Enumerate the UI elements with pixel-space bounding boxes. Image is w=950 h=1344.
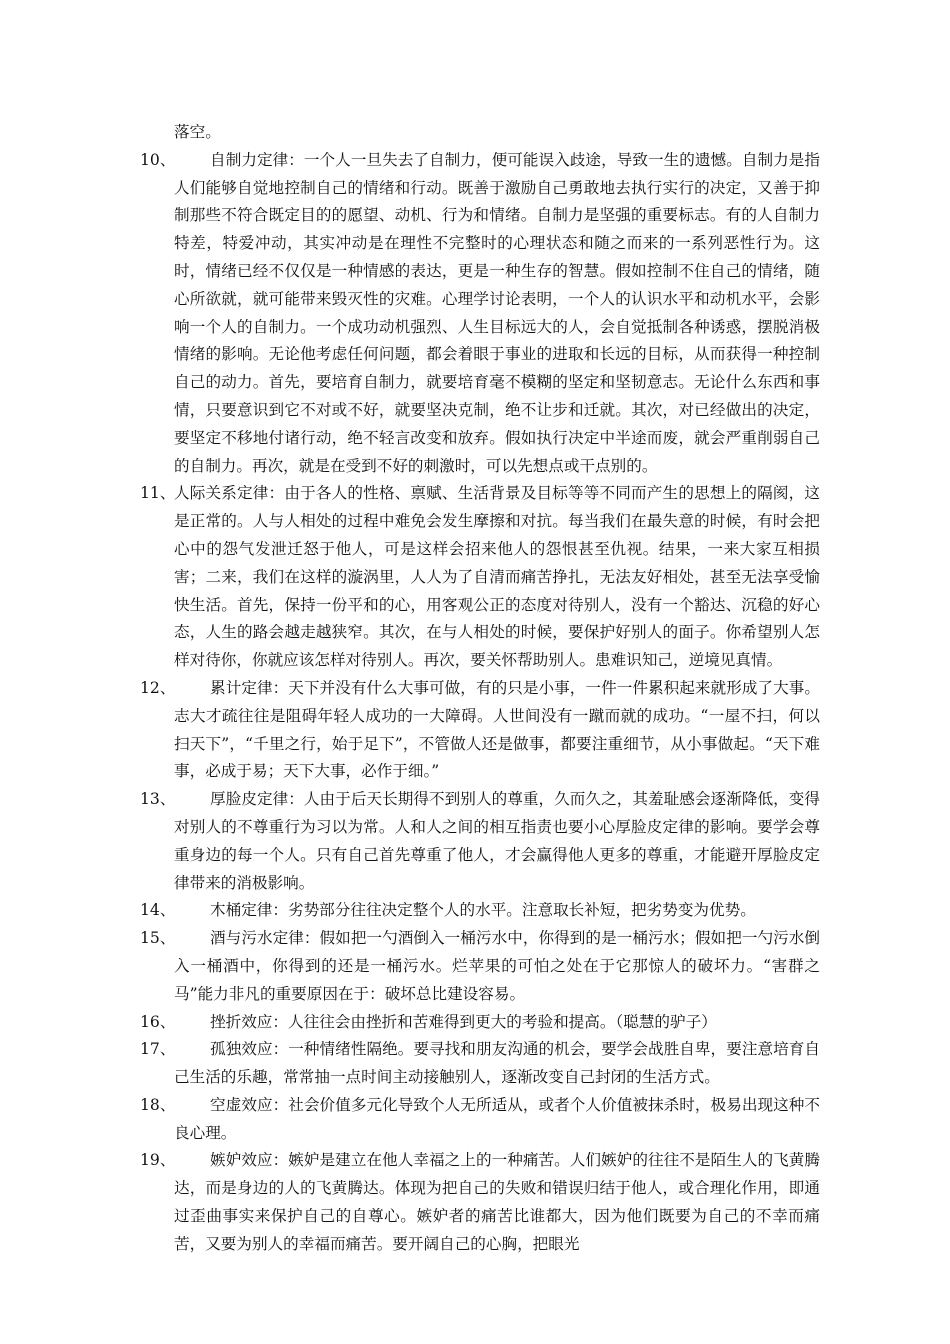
item-text: 空虚效应：社会价值多元化导致个人无所适从，或者个人价值被抹杀时，极易出现这种不良心理。 [174, 1095, 820, 1142]
list-item [140, 1147, 820, 1258]
item-text: 酒与污水定律：假如把一勺酒倒入一桶污水中，你得到的是一桶污水；假如把一勺污水倒入一桶酒中，你得到的还是一桶污水。烂苹果的可怕之处在于它那惊人的破坏力。“害群之马”能力非凡的重要原因在于：破坏总比建设容易。 [174, 929, 820, 1003]
item-text: 累计定律：天下并没有什么大事可做，有的只是小事，一件一件累积起来就形成了大事。志大才疏往往是阻碍年轻人成功的一大障碍。人世间没有一蹴而就的成功。“一屋不扫，何以扫天下”，“千里之行，始于足下”，不管做人还是做事，都要注重细节，从小事做起。“天下难事，必成于易；天下大事，必作于细。” [174, 678, 820, 781]
list-item [140, 480, 820, 675]
list-item [140, 675, 820, 786]
list-item [140, 1036, 820, 1092]
item-text: 挫折效应：人往往会由挫折和苦难得到更大的考验和提高。（聪慧的驴子） [210, 1012, 717, 1031]
list-item [140, 897, 820, 925]
item-number: 10、 [140, 150, 176, 169]
continuation-text: 落空。 [174, 123, 221, 141]
item-number: 17、 [140, 1040, 176, 1059]
item-text: 木桶定律：劣势部分往往决定整个人的水平。注意取长补短，把劣势变为优势。 [210, 901, 756, 920]
item-number: 15、 [140, 929, 176, 948]
item-number: 16、 [140, 1012, 176, 1031]
item-text: 孤独效应：一种情绪性隔绝。要寻找和朋友沟通的机会，要学会战胜自卑，要注意培育自己生活的乐趣，常常抽一点时间主动接触别人，逐渐改变自己封闭的生活方式。 [174, 1040, 820, 1087]
item-text: 嫉妒效应：嫉妒是建立在他人幸福之上的一种痛苦。人们嫉妒的往往不是陌生人的飞黄腾达，而是身边的人的飞黄腾达。体现为把自己的失败和错误归结于他人，或合理化作用，即通过歪曲事实来保护自己的自尊心。嫉妒者的痛苦比谁都大，因为他们既要为自己的不幸而痛苦，又要为别人的幸福而痛苦。要开阔自己的心胸，把眼光 [174, 1151, 820, 1253]
item-text: 厚脸皮定律：人由于后天长期得不到别人的尊重，久而久之，其羞耻感会逐渐降低，变得对别人的不尊重行为习以为常。人和人之间的相互指责也要小心厚脸皮定律的影响。要学会尊重身边的每一个人。只有自己首先尊重了他人，才会赢得他人更多的尊重，才能避开厚脸皮定律带来的消极影响。 [174, 790, 820, 892]
item-number: 13、 [140, 790, 176, 809]
item-number: 14、 [140, 901, 176, 920]
list-item [140, 1009, 820, 1037]
list-item [140, 925, 820, 1008]
item-number: 18、 [140, 1095, 176, 1114]
item-number: 12、 [140, 678, 176, 697]
list-item [140, 786, 820, 897]
numbered-list [140, 147, 820, 1259]
list-item [140, 1092, 820, 1148]
item-number: 11、 [140, 484, 176, 503]
document-body [140, 119, 820, 1259]
item-text: 自制力定律：一个人一旦失去了自制力，便可能误入歧途，导致一生的遗憾。自制力是指人们能够自觉地控制自己的情绪和行动。既善于激励自己勇敢地去执行实行的决定，又善于抑制那些不符合既定目的的愿望、动机、行为和情绪。自制力是坚强的重要标志。有的人自制力特差，特爱冲动，其实冲动是在理性不完整时的心理状态和随之而来的一系列恶性行为。这时，情绪已经不仅仅是一种情感的表达，更是一种生存的智慧。假如控制不住自己的情绪，随心所欲就，就可能带来毁灭性的灾难。心理学讨论表明，一个人的认识水平和动机水平，会影响一个人的自制力。一个成功动机强烈、人生目标远大的人，会自觉抵制各种诱惑，摆脱消极情绪的影响。无论他考虑任何问题，都会着眼于事业的进取和长远的目标，从而获得一种控制自己的动力。首先，要培育自制力，就要培育毫不模糊的坚定和坚韧意志。无论什么东西和事情，只要意识到它不对或不好，就要坚决克制，绝不让步和迁就。其次，对已经做出的决定，要坚定不移地付诸行动，绝不轻言改变和放弃。假如执行决定中半途而废，就会严重削弱自己的自制力。再次，就是在受到不好的刺激时，可以先想点或干点别的。 [174, 150, 820, 475]
list-item [140, 147, 820, 481]
item-number: 19、 [140, 1151, 176, 1170]
item-text: 人际关系定律：由于各人的性格、禀赋、生活背景及目标等等不同而产生的思想上的隔阂，这是正常的。人与人相处的过程中难免会发生摩擦和对抗。每当我们在最失意的时候，有时会把心中的怨气发泄迁怒于他人，可是这样会招来他人的怨恨甚至仇视。结果，一来大家互相损害；二来，我们在这样的漩涡里，人人为了自清而痛苦挣扎，无法友好相处，甚至无法享受愉快生活。首先，保持一份平和的心，用客观公正的态度对待别人，没有一个豁达、沉稳的好心态，人生的路会越走越狭窄。其次，在与人相处的时候，要保护好别人的面子。你希望别人怎样对待你，你就应该怎样对待别人。再次，要关怀帮助别人。患难识知己，逆境见真情。 [174, 484, 820, 670]
